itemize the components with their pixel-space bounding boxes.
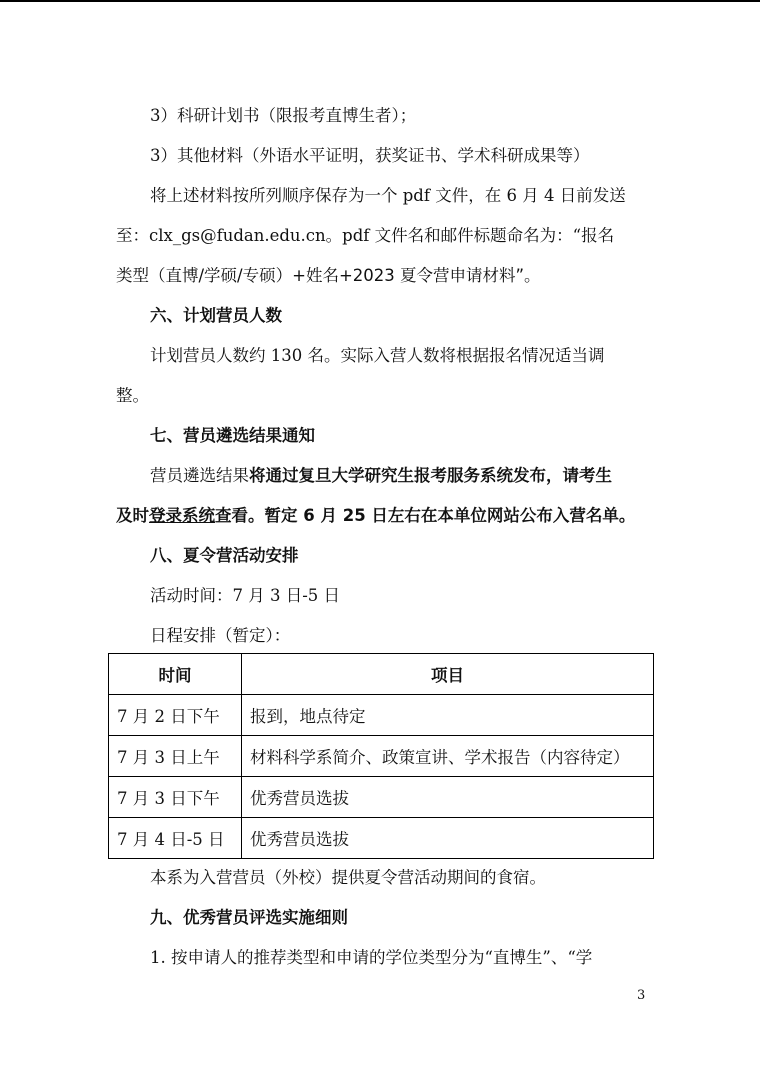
- table-cell-time: 7 月 2 日下午: [109, 695, 242, 736]
- camp-size-line1: 计划营员人数约 130 名。实际入营人数将根据报名情况适当调: [150, 346, 605, 365]
- top-border: [0, 0, 760, 2]
- item-other-materials: 3）其他材料（外语水平证明，获奖证书、学术科研成果等）: [150, 146, 590, 165]
- table-cell-item: 优秀营员选拔: [242, 818, 654, 859]
- schedule-table: [108, 653, 654, 859]
- accommodation-note: 本系为入营营员（外校）提供夏令营活动期间的食宿。: [150, 868, 546, 887]
- table-cell-time: 7 月 3 日上午: [109, 736, 242, 777]
- page-number: 3: [637, 988, 646, 1003]
- table-header-time: 时间: [109, 654, 242, 695]
- schedule-label: 日程安排（暂定）：: [150, 626, 291, 645]
- heading-section-8: 八、夏令营活动安排: [150, 546, 299, 565]
- submit-instructions-line2: 至：clx_gs@fudan.edu.cn。pdf 文件名和邮件标题命名为：“报名: [116, 226, 615, 245]
- table-cell-time: 7 月 4 日-5 日: [109, 818, 242, 859]
- table-row: [109, 777, 654, 818]
- table-cell-item: 优秀营员选拔: [242, 777, 654, 818]
- table-cell-time: 7 月 3 日下午: [109, 777, 242, 818]
- selection-rule-1: 1. 按申请人的推荐类型和申请的学位类型分为“直博生”、“学: [150, 948, 593, 967]
- table-cell-item: 材料科学系简介、政策宣讲、学术报告（内容待定）: [242, 736, 654, 777]
- heading-section-9: 九、优秀营员评选实施细则: [150, 908, 348, 927]
- result-notice-line1: 营员遴选结果将通过复旦大学研究生报考服务系统发布，请考生: [150, 466, 612, 485]
- submit-instructions-line1: 将上述材料按所列顺序保存为一个 pdf 文件，在 6 月 4 日前发送: [150, 186, 626, 205]
- item-research-plan: 3）科研计划书（限报考直博生者）；: [150, 106, 417, 125]
- table-header-row: [109, 654, 654, 695]
- activity-time: 活动时间：7 月 3 日-5 日: [150, 586, 341, 605]
- table-cell-item: 报到，地点待定: [242, 695, 654, 736]
- submit-instructions-line3: 类型（直博/学硕/专硕）+姓名+2023 夏令营申请材料”。: [116, 266, 541, 285]
- table-row: [109, 736, 654, 777]
- table-header-item: 项目: [242, 654, 654, 695]
- table-row: [109, 818, 654, 859]
- heading-section-7: 七、营员遴选结果通知: [150, 426, 315, 445]
- camp-size-line2: 整。: [116, 386, 149, 405]
- login-system-link[interactable]: 登录系统: [149, 506, 215, 525]
- heading-section-6: 六、计划营员人数: [150, 306, 282, 325]
- result-notice-line2: 及时登录系统查看。暂定 6 月 25 日左右在本单位网站公布入营名单。: [116, 506, 636, 525]
- table-row: [109, 695, 654, 736]
